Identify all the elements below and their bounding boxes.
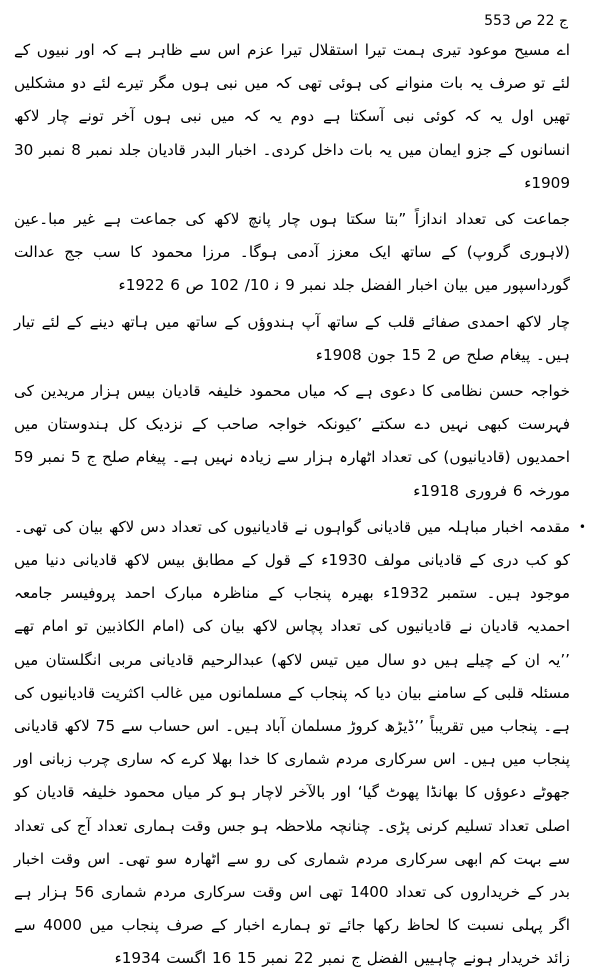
- paragraph-1: اے مسیح موعود تیری ہمت تیرا استقلال تیرا عزم اس سے ظاہر ہے کہ اور نبیوں کے لئے تو صرف یہ بات منوانے کی ہوئی تھی کہ میں نبی ہوں مگر تیرے لئے دو مشکلیں تھیں اول یہ کہ کوئی نبی آسکتا ہے دوم یہ کہ میں نبی ہوں آخر تونے چار لاکھ انسانوں کے جزو ایمان میں یہ بات داخل کردی۔ اخبار البدر قادیان جلد نمبر 8 نمبر 30 1909ء: [14, 41, 570, 192]
- paragraph-2: جماعت کی تعداد اندازاً ”بتا سکتا ہوں چار پانچ لاکھ کی جماعت ہے غیر مبا۔عین (لاہوری گروپ) کے ساتھ ایک معزز آدمی ہوگا۔ مرزا محمود کا سب جج عدالت گورداسپور میں بیان اخبار الفضل جلد نمبر 9 ن‍ 10/ 102 ص 6 1922ء: [14, 210, 570, 295]
- bullet-marker: •: [578, 519, 586, 534]
- paragraph-4: خواجہ حسن نظامی کا دعوی ہے کہ میاں محمود خلیفہ قادیان بیس ہزار مریدین کی فہرست کبھی نہیں دے سکتے ’کیونکہ خواجہ صاحب کے نزدیک کل ہندوستان میں احمدیوں (قادیانیوں) کی تعداد اٹھارہ ہزار سے زیادہ نہیں ہے۔ پیغام صلح ج 5 نمبر 59 مورخہ 6 فروری 1918ء: [14, 382, 570, 500]
- paragraph-5-wrapper: [14, 511, 586, 976]
- paragraph-3: چار لاکھ احمدی صفائے قلب کے ساتھ آپ ہندوؤں کے ساتھ میں ہاتھ دینے کے لئے تیار ہیں۔ پیغام صلح ص 2 15 جون 1908ء: [14, 312, 570, 364]
- page-reference: ج 22 ص 553: [484, 13, 568, 29]
- paragraph-5: مقدمہ اخبار مباہلہ میں قادیانی گواہوں نے قادیانیوں کی تعداد دس لاکھ بیان کی تھی۔ کو کب دری کے قادیانی مولف 1930ء کے قول کے مطابق بیس لاکھ قادیانی دنیا میں موجود ہیں۔ ستمبر 1932ء بھیرہ پنجاب کے مناظرہ مبارک احمد پروفیسر جامعہ احمدیہ قادیان نے قادیانیوں کی تعداد پچاس لاکھ بیان کی (امام الکاذبین تو امام تھے ’’یہ ان کے چیلے ہیں دو سال میں تیس لاکھ) عبدالرحیم قادیانی مربی انگلستان میں مسئلہ قلبی کے سامنے بیان دیا کہ پنجاب کے مسلمانوں میں غالب اکثریت قادیانیوں کی ہے۔ پنجاب میں تقریباً ’’ڈیڑھ کروڑ مسلمان آباد ہیں۔ اس حساب سے 75 لاکھ قادیانی پنجاب میں ہیں۔ اس سرکاری مردم شماری کا خدا بھلا کرے کہ ساری چرب زبانی اور جھوٹے دعوؤں کا بھانڈا پھوٹ گیا‘ اور بالآخر لاچار ہو کر میاں محمود خلیفہ قادیان کو اصلی تعداد تسلیم کرنی پڑی۔ چنانچہ ملاحظہ ہو جس وقت ہماری تعداد آج کی تعداد سے بہت کم ابھی سرکاری مردم شماری کی رو سے اٹھارہ سو تھی۔ اس وقت اخبار بدر کے خریداروں کی تعداد 1400 تھی اس وقت سرکاری مردم شماری 56 ہزار ہے اگر پہلی نسبت کا لحاظ رکھا جائے تو ہمارے اخبار کے صرف پنجاب میں 4000 سے زائد خریدار ہونے چاہییں الفضل ج نمبر 22 نمبر 15 16 اگست 1934ء: [14, 517, 571, 968]
